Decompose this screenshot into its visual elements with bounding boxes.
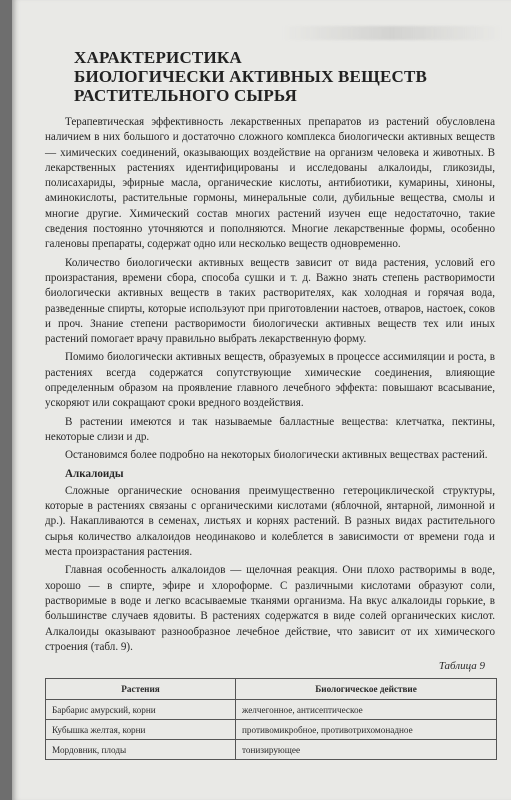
show-through-header bbox=[282, 26, 502, 40]
column-header-action: Биологическое действие bbox=[236, 679, 497, 700]
table-cell: тонизирующее bbox=[236, 740, 497, 760]
paragraph: Помимо биологически активных веществ, образуемых в процессе ассимиляции и роста, в растениях всегда содержатся сопутствующие химические соединения, влияющие определенным образом на проявление главного лечебного эффекта: повышают всасывание, ускоряют или сокращают сроки вредного воздействия. bbox=[45, 351, 495, 410]
body-text bbox=[45, 115, 495, 658]
table-cell: противомикробное, противотрихомонадное bbox=[236, 720, 497, 740]
column-header-plants: Растения bbox=[46, 679, 236, 700]
table-header-row bbox=[46, 679, 497, 700]
paragraph: Остановимся более подробно на некоторых биологически активных веществах растений. bbox=[65, 449, 488, 462]
page-title bbox=[74, 48, 494, 105]
table-cell: Кубышка желтая, корни bbox=[46, 720, 236, 740]
table-caption: Таблица 9 bbox=[438, 660, 485, 672]
paragraph: Количество биологически активных веществ зависит от вида растения, условий его произрастания, времени сбора, способа сушки и т. д. Важно знать степень растворимости биологически активных веществ в таких растворителях, как холодная и горячая вода, разведенные спирты, которые используют при приготовлении настоев, отваров, настоек, соков и проч. Знание степени растворимости биологически активных веществ тех или иных растений помогает врачу правильно выбрать лекарственную форму. bbox=[45, 256, 495, 346]
paragraph: Сложные органические основания преимущественно гетероциклической структуры, которые в растениях связаны с органическими кислотами (яблочной, янтарной, лимонной и др.). Накапливаются в семенах, листьях и корнях растений. В разных видах растительного сырья количество алкалоидов неодинаково и колеблется в зависимости от времени года и места произрастания растения. bbox=[45, 484, 495, 559]
table-cell: Мордовник, плоды bbox=[46, 740, 236, 760]
title-line-3: РАСТИТЕЛЬНОГО СЫРЬЯ bbox=[74, 86, 297, 105]
table-cell: Барбарис амурский, корни bbox=[46, 700, 236, 720]
paragraph: Главная особенность алкалоидов — щелочная реакция. Они плохо растворимы в воде, хорошо — в спирте, эфире и хлороформе. С различными кислотами образуют соли, растворимые в воде и легко всасываемые тканями организма. На вкус алкалоиды горькие, в большинстве случаев ядовиты. В растениях содержатся в виде солей органических кислот. Алкалоиды оказывают разнообразное лечебное действие, что зависит от их химического строения (табл. 9). bbox=[45, 564, 495, 653]
table-row bbox=[46, 720, 497, 740]
table-row bbox=[46, 700, 497, 720]
book-page bbox=[12, 0, 511, 800]
paragraph: В растении имеются и так называемые балластные вещества: клетчатка, пектины, некоторые слизи и др. bbox=[45, 415, 495, 443]
title-line-2: БИОЛОГИЧЕСКИ АКТИВНЫХ ВЕЩЕСТВ bbox=[74, 67, 428, 86]
title-line-1: ХАРАКТЕРИСТИКА bbox=[74, 48, 242, 67]
paragraph: Терапевтическая эффективность лекарственных препаратов из растений обусловлена наличием в них большого и достаточно сложного комплекса биологически активных веществ — химических соединений, оказывающих воздействие на организм человека и животных. В лекарственных растениях идентифицированы и исследованы алкалоиды, гликозиды, полисахариды, эфирные масла, органические кислоты, антибиотики, кумарины, хиноны, аминокислоты, растительные гормоны, минеральные соли, дубильные вещества, смолы и многие другие. Химический состав многих растений изучен еще недостаточно, такие сведения постоянно уточняются и пополняются. Многие лекарственные формы, особенно галеновы препараты, содержат одно или несколько веществ одновременно. bbox=[45, 116, 495, 251]
table-9 bbox=[45, 678, 497, 760]
table-row bbox=[46, 740, 497, 760]
table-cell: желчегонное, антисептическое bbox=[236, 700, 497, 720]
section-subheading: Алкалоиды bbox=[65, 467, 124, 480]
